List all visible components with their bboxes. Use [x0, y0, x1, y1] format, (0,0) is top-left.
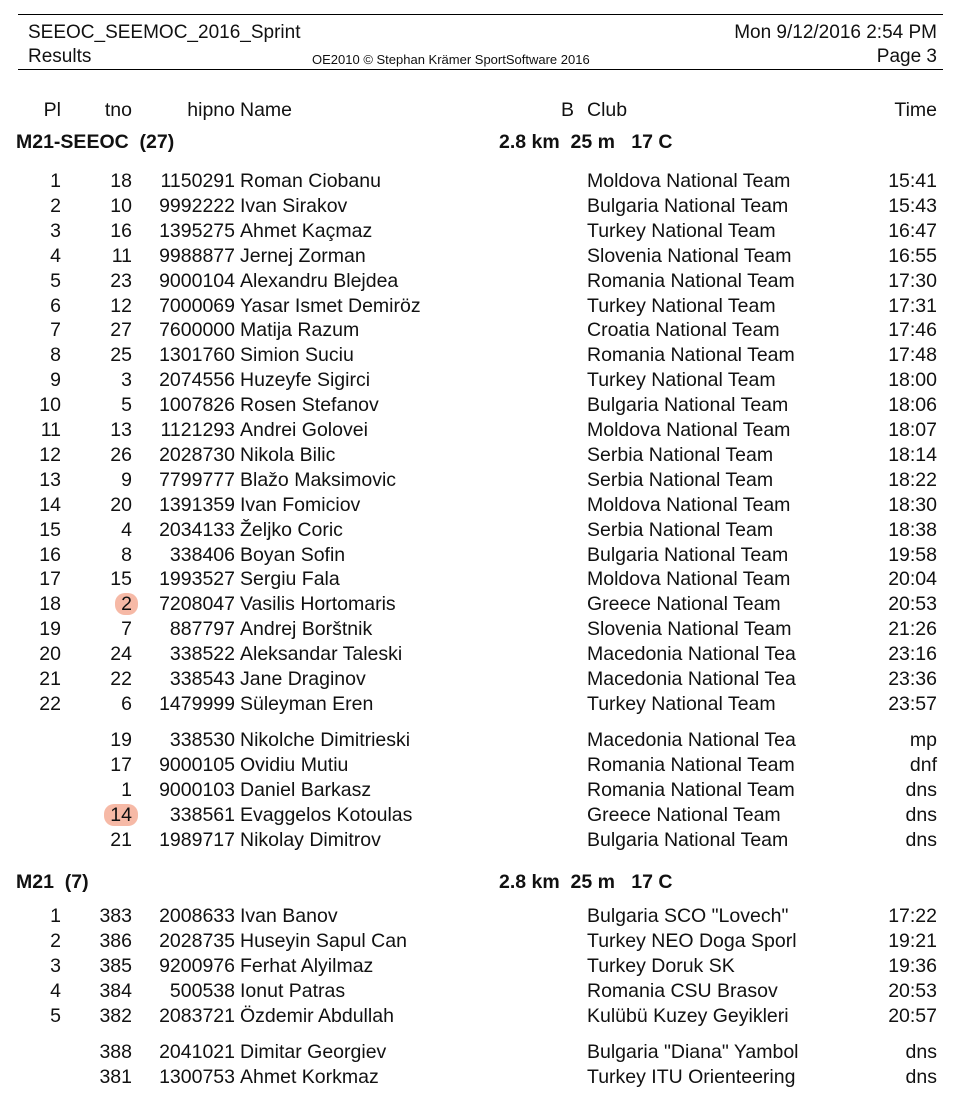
- result-time: 17:48: [888, 344, 937, 367]
- result-hipno: 1395275: [159, 219, 235, 242]
- result-time: mp: [909, 729, 937, 751]
- category-header: [0, 869, 961, 895]
- result-tno: 384: [99, 979, 132, 1002]
- result-hipno: 2028735: [159, 929, 235, 952]
- result-hipno: 7600000: [159, 319, 235, 342]
- result-place: 17: [39, 568, 61, 591]
- result-tno: [104, 803, 132, 827]
- result-time: 15:43: [888, 194, 937, 217]
- result-place: 5: [50, 269, 61, 292]
- result-club: Slovenia National Team: [587, 244, 792, 267]
- result-row: [0, 294, 961, 318]
- result-time: dns: [905, 828, 937, 851]
- result-club: Bulgaria National Team: [587, 394, 789, 417]
- result-time: 19:36: [888, 954, 937, 977]
- result-club: Turkey National Team: [587, 692, 776, 715]
- result-place: 22: [39, 692, 61, 715]
- result-place: 1: [50, 170, 61, 192]
- result-runner-name: Ahmet Korkmaz: [240, 1065, 379, 1088]
- result-row: [0, 642, 961, 666]
- result-hipno: 7208047: [159, 593, 235, 616]
- result-tno: 13: [110, 419, 132, 441]
- result-runner-name: Sergiu Fala: [240, 568, 340, 591]
- result-club: Romania National Team: [587, 778, 795, 801]
- result-runner-name: Andrei Golovei: [240, 419, 368, 441]
- result-club: Slovenia National Team: [587, 618, 792, 641]
- result-hipno: 338543: [169, 668, 235, 690]
- result-runner-name: Ivan Sirakov: [240, 194, 348, 217]
- result-time: 20:53: [888, 979, 937, 1002]
- result-runner-name: Huzeyfe Sigirci: [240, 369, 371, 392]
- result-place: 3: [50, 219, 61, 242]
- result-tno: 21: [110, 828, 132, 851]
- result-runner-name: Blažo Maksimovic: [240, 468, 397, 491]
- result-row: [0, 1004, 961, 1028]
- result-time: 20:57: [888, 1004, 937, 1027]
- top-rule: [18, 14, 943, 15]
- category-name: M21 (7): [16, 871, 89, 893]
- event-title: SEEOC_SEEMOC_2016_Sprint: [28, 22, 301, 43]
- result-club: Moldova National Team: [587, 170, 791, 192]
- result-time: 17:22: [888, 905, 937, 927]
- result-tno: 24: [110, 643, 132, 666]
- result-time: dns: [905, 778, 937, 801]
- result-row: [0, 543, 961, 567]
- result-time: 17:30: [888, 269, 937, 292]
- result-row: [0, 803, 961, 827]
- result-place: 1: [50, 905, 61, 927]
- result-row: [0, 244, 961, 268]
- result-row: [0, 518, 961, 542]
- result-tno: 15: [110, 568, 132, 591]
- result-club: Romania CSU Brasov: [587, 979, 778, 1002]
- result-hipno: 1150291: [160, 170, 235, 192]
- column-header-tno: tno: [104, 99, 132, 121]
- document-subtitle: Results: [28, 46, 92, 67]
- result-row: [0, 393, 961, 417]
- result-tno: 16: [110, 219, 132, 242]
- result-row: [0, 1040, 961, 1064]
- result-runner-name: Alexandru Blejdea: [240, 269, 399, 292]
- result-hipno: 1479999: [159, 692, 235, 715]
- result-row: [0, 468, 961, 492]
- result-row: [0, 617, 961, 641]
- result-time: 20:53: [888, 593, 937, 616]
- result-runner-name: Özdemir Abdullah: [240, 1004, 394, 1027]
- result-club: Bulgaria National Team: [587, 828, 789, 851]
- course-info: 2.8 km 25 m 17 C: [499, 131, 673, 153]
- result-hipno: 2041021: [159, 1041, 235, 1063]
- result-time: dnf: [909, 753, 937, 776]
- result-hipno: 1993527: [159, 568, 235, 591]
- result-hipno: 1300753: [159, 1065, 235, 1088]
- column-header-pl: Pl: [43, 99, 61, 121]
- result-time: 18:07: [888, 419, 937, 441]
- column-header-time: Time: [894, 99, 937, 121]
- result-place: 4: [50, 979, 61, 1002]
- result-club: Turkey National Team: [587, 219, 776, 242]
- result-time: 15:41: [888, 170, 937, 192]
- result-hipno: 338406: [169, 543, 235, 566]
- column-header-hipno: hipno: [187, 99, 235, 121]
- result-time: 18:30: [888, 493, 937, 516]
- category-name: M21-SEEOC (27): [16, 131, 175, 153]
- result-runner-name: Ferhat Alyilmaz: [240, 954, 374, 977]
- result-place: 2: [50, 929, 61, 952]
- result-time: dns: [905, 1041, 937, 1063]
- page-number: Page 3: [876, 46, 937, 67]
- result-row: [0, 753, 961, 777]
- result-tno: 385: [99, 954, 132, 977]
- result-club: Romania National Team: [587, 753, 795, 776]
- result-time: 18:06: [888, 394, 937, 417]
- result-place: 15: [39, 518, 61, 541]
- result-runner-name: Boyan Sofin: [240, 543, 346, 566]
- result-runner-name: Andrej Borštnik: [240, 618, 373, 641]
- result-time: 16:47: [888, 219, 937, 242]
- result-tno: 12: [110, 294, 132, 317]
- result-time: 18:22: [888, 468, 937, 491]
- result-hipno: 9000105: [159, 753, 235, 776]
- result-hipno: 2034133: [159, 518, 235, 541]
- highlighted-tno: 14: [104, 804, 138, 826]
- result-tno: 11: [111, 244, 132, 267]
- result-club: Bulgaria SCO "Lovech": [587, 905, 789, 927]
- result-runner-name: Željko Coric: [240, 518, 343, 541]
- result-tno: 4: [121, 518, 132, 541]
- result-club: Serbia National Team: [587, 443, 774, 466]
- print-datetime: Mon 9/12/2016 2:54 PM: [734, 22, 937, 43]
- result-hipno: 2008633: [159, 905, 235, 927]
- result-runner-name: Daniel Barkasz: [240, 778, 372, 801]
- result-tno: 22: [110, 668, 132, 690]
- result-tno: 382: [99, 1004, 132, 1027]
- result-place: 11: [40, 419, 61, 441]
- result-hipno: 338522: [169, 643, 235, 666]
- result-hipno: 9000104: [159, 269, 235, 292]
- result-tno: 381: [99, 1065, 132, 1088]
- result-runner-name: Simion Suciu: [240, 344, 354, 367]
- result-runner-name: Yasar Ismet Demiröz: [240, 294, 421, 317]
- result-row: [0, 169, 961, 193]
- result-club: Moldova National Team: [587, 493, 791, 516]
- result-runner-name: Evaggelos Kotoulas: [240, 803, 413, 826]
- result-time: 23:16: [888, 643, 937, 666]
- result-hipno: 2028730: [159, 443, 235, 466]
- result-place: 14: [39, 493, 61, 516]
- result-club: Moldova National Team: [587, 568, 791, 591]
- result-place: 3: [50, 954, 61, 977]
- result-runner-name: Nikola Bilic: [240, 443, 336, 466]
- result-row: [0, 954, 961, 978]
- course-info: 2.8 km 25 m 17 C: [499, 871, 673, 893]
- result-tno: 388: [99, 1041, 132, 1063]
- result-row: [0, 343, 961, 367]
- result-club: Greece National Team: [587, 593, 781, 616]
- result-hipno: 9988877: [159, 244, 235, 267]
- result-place: 2: [50, 194, 61, 217]
- result-club: Greece National Team: [587, 803, 781, 826]
- result-row: [0, 493, 961, 517]
- result-tno: 386: [99, 929, 132, 952]
- result-runner-name: Matija Razum: [240, 319, 360, 342]
- result-row: [0, 567, 961, 591]
- result-time: 19:21: [888, 929, 937, 952]
- result-hipno: 1391359: [159, 493, 235, 516]
- result-time: 17:46: [888, 319, 937, 342]
- result-hipno: 9200976: [159, 954, 235, 977]
- result-place: 8: [50, 344, 61, 367]
- result-runner-name: Nikolay Dimitrov: [240, 828, 381, 851]
- software-copyright: OE2010 © Stephan Krämer SportSoftware 2016: [312, 52, 590, 67]
- result-club: Turkey Doruk SK: [587, 954, 735, 977]
- result-club: Macedonia National Tea: [587, 668, 796, 690]
- result-row: [0, 1065, 961, 1089]
- result-row: [0, 368, 961, 392]
- result-row: [0, 269, 961, 293]
- result-place: 19: [39, 618, 61, 641]
- result-club: Serbia National Team: [587, 468, 774, 491]
- result-row: [0, 219, 961, 243]
- result-runner-name: Roman Ciobanu: [240, 170, 381, 192]
- result-time: dns: [905, 1065, 937, 1088]
- result-hipno: 2074556: [159, 369, 235, 392]
- result-hipno: 1301760: [159, 344, 235, 367]
- result-runner-name: Ahmet Kaçmaz: [240, 219, 373, 242]
- result-row: [0, 443, 961, 467]
- result-row: [0, 904, 961, 928]
- result-time: 18:14: [888, 443, 937, 466]
- result-place: 18: [39, 593, 61, 616]
- result-club: Kulübü Kuzey Geyikleri: [587, 1004, 789, 1027]
- column-header-club: Club: [587, 99, 628, 121]
- result-hipno: 7000069: [159, 294, 235, 317]
- result-runner-name: Huseyin Sapul Can: [240, 929, 407, 952]
- result-club: Macedonia National Tea: [587, 729, 796, 751]
- result-club: Bulgaria National Team: [587, 194, 789, 217]
- result-club: Turkey National Team: [587, 294, 776, 317]
- result-row: [0, 692, 961, 716]
- result-time: 23:57: [888, 692, 937, 715]
- result-club: Croatia National Team: [587, 319, 780, 342]
- result-club: Serbia National Team: [587, 518, 774, 541]
- result-place: 6: [50, 294, 61, 317]
- result-club: Romania National Team: [587, 269, 795, 292]
- result-hipno: 9000103: [159, 778, 235, 801]
- result-club: Turkey ITU Orienteering: [587, 1065, 796, 1088]
- result-place: 7: [50, 319, 61, 342]
- result-place: 9: [50, 369, 61, 392]
- result-tno: 26: [110, 443, 132, 466]
- result-row: [0, 929, 961, 953]
- result-tno: 27: [110, 319, 132, 342]
- result-row: [0, 979, 961, 1003]
- result-time: 18:00: [888, 369, 937, 392]
- result-tno: 18: [110, 170, 132, 192]
- result-runner-name: Ivan Banov: [240, 905, 338, 927]
- result-place: 12: [39, 443, 61, 466]
- result-hipno: 1121293: [160, 419, 235, 441]
- result-tno: 7: [121, 618, 132, 641]
- result-place: 10: [39, 394, 61, 417]
- result-club: Turkey NEO Doga Sporl: [587, 929, 797, 952]
- result-place: 4: [50, 244, 61, 267]
- result-runner-name: Rosen Stefanov: [240, 394, 379, 417]
- result-runner-name: Nikolche Dimitrieski: [240, 729, 411, 751]
- column-header-b: B: [560, 99, 574, 121]
- result-runner-name: Ovidiu Mutiu: [240, 753, 349, 776]
- result-row: [0, 418, 961, 442]
- result-time: 18:38: [888, 518, 937, 541]
- result-time: 21:26: [888, 618, 937, 641]
- result-row: [0, 728, 961, 752]
- result-runner-name: Dimitar Georgiev: [240, 1041, 387, 1063]
- result-tno: 17: [110, 753, 132, 776]
- column-header-row: [0, 98, 961, 122]
- result-time: 23:36: [888, 668, 937, 690]
- result-club: Romania National Team: [587, 344, 795, 367]
- result-hipno: 500538: [169, 979, 235, 1002]
- result-time: 16:55: [888, 244, 937, 267]
- result-runner-name: Aleksandar Taleski: [240, 643, 403, 666]
- result-time: 19:58: [888, 543, 937, 566]
- result-row: [0, 778, 961, 802]
- result-tno: 10: [110, 194, 132, 217]
- result-hipno: 9992222: [159, 194, 235, 217]
- result-row: [0, 667, 961, 691]
- result-row: [0, 828, 961, 852]
- result-club: Moldova National Team: [587, 419, 791, 441]
- result-place: 16: [39, 543, 61, 566]
- result-place: 21: [39, 668, 61, 690]
- result-tno: [115, 592, 132, 616]
- column-header-name: Name: [240, 99, 293, 121]
- result-tno: 25: [110, 344, 132, 367]
- result-place: 20: [39, 643, 61, 666]
- result-tno: 8: [121, 543, 132, 566]
- result-time: 20:04: [888, 568, 937, 591]
- result-tno: 6: [121, 692, 132, 715]
- result-club: Macedonia National Tea: [587, 643, 796, 666]
- result-tno: 23: [110, 269, 132, 292]
- result-row: [0, 592, 961, 616]
- result-hipno: 1989717: [159, 828, 235, 851]
- result-tno: 9: [121, 468, 132, 491]
- result-hipno: 2083721: [159, 1004, 235, 1027]
- result-tno: 5: [121, 394, 132, 417]
- result-place: 13: [39, 468, 61, 491]
- result-runner-name: Ivan Fomiciov: [240, 493, 361, 516]
- result-tno: 3: [121, 369, 132, 392]
- result-club: Bulgaria "Diana" Yambol: [587, 1041, 799, 1063]
- result-row: [0, 318, 961, 342]
- result-row: [0, 194, 961, 218]
- result-tno: 20: [110, 493, 132, 516]
- result-hipno: 7799777: [159, 468, 235, 491]
- result-time: 17:31: [888, 294, 937, 317]
- result-hipno: 887797: [169, 618, 235, 641]
- result-tno: 383: [99, 905, 132, 927]
- result-time: dns: [905, 803, 937, 826]
- result-club: Turkey National Team: [587, 369, 776, 392]
- category-header: [0, 129, 961, 155]
- result-tno: 19: [110, 729, 132, 751]
- result-place: 5: [50, 1004, 61, 1027]
- result-hipno: 338561: [169, 803, 235, 826]
- header-rule: [18, 69, 943, 70]
- highlighted-tno: 2: [115, 593, 138, 615]
- result-hipno: 1007826: [159, 394, 235, 417]
- result-runner-name: Vasilis Hortomaris: [240, 593, 396, 616]
- result-hipno: 338530: [169, 729, 235, 751]
- result-tno: 1: [121, 778, 132, 801]
- result-runner-name: Ionut Patras: [240, 979, 346, 1002]
- result-runner-name: Süleyman Eren: [240, 692, 374, 715]
- result-runner-name: Jernej Zorman: [240, 244, 366, 267]
- result-club: Bulgaria National Team: [587, 543, 789, 566]
- result-runner-name: Jane Draginov: [240, 668, 366, 690]
